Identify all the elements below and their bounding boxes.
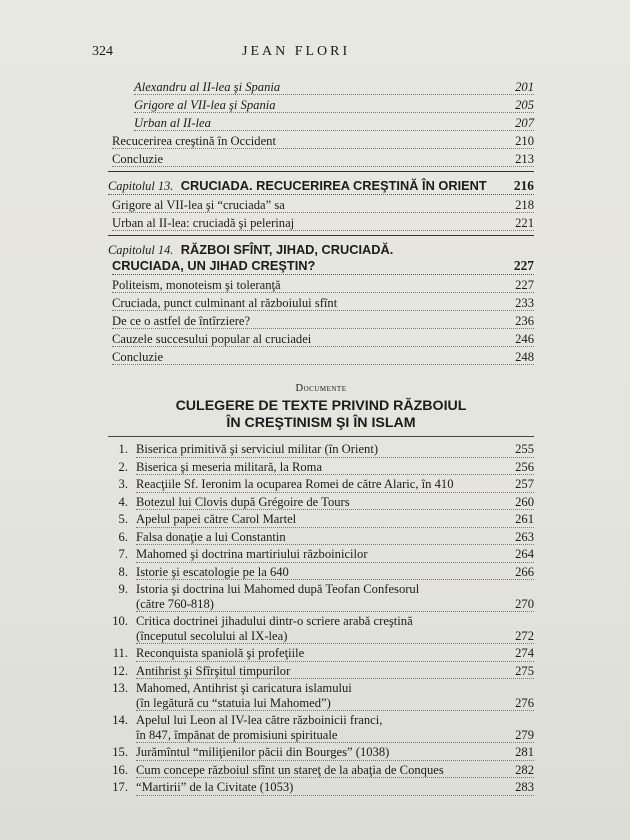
document-page: 281 <box>515 745 534 759</box>
document-body <box>136 530 534 546</box>
table-of-contents <box>108 80 534 798</box>
document-body <box>136 763 534 779</box>
document-title: Reacţiile Sf. Ieronim la ocuparea Romei de către Alaric, în 410 <box>136 477 454 491</box>
document-number: 13. <box>112 681 128 695</box>
document-item <box>108 614 534 644</box>
section-divider <box>108 235 534 236</box>
toc-entry-page: 233 <box>515 296 534 310</box>
document-title: “Martirii” de la Civitate (1053) <box>136 780 294 794</box>
document-title: Apelul lui Leon al IV-lea către războinicii franci, <box>136 713 383 727</box>
toc-entry-page: 236 <box>515 314 534 328</box>
document-title: Istoria şi doctrina lui Mahomed după Teofan Confesorul <box>136 582 420 596</box>
document-body <box>136 477 534 493</box>
document-title: Jurămîntul “miliţienilor păcii din Bourges” (1038) <box>136 745 390 759</box>
document-title: Biserica şi meseria militară, la Roma <box>136 459 323 474</box>
document-title: Biserica primitivă şi serviciul militar (în Orient) <box>136 442 379 456</box>
document-title: Antihrist şi Sfîrşitul timpurilor <box>136 663 291 678</box>
document-body <box>136 713 534 743</box>
document-page: 282 <box>515 762 534 777</box>
document-page: 276 <box>515 695 534 710</box>
chapter-page: 216 <box>513 178 534 193</box>
documents-title-line1: CULEGERE DE TEXTE PRIVIND RĂZBOIUL <box>175 398 467 414</box>
toc-entry <box>112 152 534 167</box>
document-page: 272 <box>515 628 534 643</box>
document-body <box>136 460 534 476</box>
document-title-cont: (în legătură cu “statuia lui Mahomed”) <box>136 695 331 710</box>
document-number: 11. <box>112 646 128 660</box>
documents-list <box>108 442 534 796</box>
document-page: 266 <box>515 564 534 579</box>
document-body <box>136 512 534 528</box>
documents-title-line2: ÎN CREŞTINISM ŞI ÎN ISLAM <box>226 415 416 431</box>
document-number: 14. <box>112 713 128 727</box>
document-title: Reconquista spaniolă şi profeţiile <box>136 646 305 660</box>
document-page: 256 <box>515 459 534 474</box>
document-item <box>108 582 534 612</box>
toc-entry <box>134 98 534 113</box>
document-title-cont: (către 760-818) <box>136 596 214 611</box>
toc-entry-page: 207 <box>515 116 534 130</box>
document-number: 8. <box>118 564 128 579</box>
toc-entry <box>112 332 534 347</box>
document-number: 5. <box>118 512 128 526</box>
document-title: Cum concepe războiul sfînt un stareţ de la abaţia de Conques <box>136 762 444 777</box>
toc-entry <box>112 350 534 365</box>
document-page: 279 <box>515 727 534 742</box>
chapter-title: CRUCIADA. RECUCERIREA CREŞTINĂ ÎN ORIENT <box>180 178 487 193</box>
toc-entry-title: Cauzele succesului popular al cruciadei <box>112 332 312 346</box>
toc-entry <box>112 134 534 149</box>
chapter-label: Capitolul 14. <box>108 243 174 257</box>
document-page: 270 <box>515 596 534 611</box>
toc-entry-title: Grigore al VII-lea şi “cruciada” sa <box>112 198 285 212</box>
document-page: 264 <box>515 547 534 561</box>
chapter-label: Capitolul 13. <box>108 179 174 193</box>
author-name: JEAN FLORI <box>242 44 351 59</box>
document-title: Apelul papei către Carol Martel <box>136 512 297 526</box>
toc-entry-page: 246 <box>515 332 534 346</box>
section-divider <box>108 171 534 172</box>
document-body <box>136 745 534 761</box>
running-head <box>92 44 538 64</box>
toc-entry-title: Concluzie <box>112 350 164 364</box>
toc-entry <box>134 116 534 131</box>
document-item <box>108 477 534 493</box>
document-title-cont: (începutul secolului al IX-lea) <box>136 628 288 643</box>
document-number: 2. <box>118 459 128 474</box>
document-page: 275 <box>515 663 534 678</box>
page-number: 324 <box>92 44 113 59</box>
document-page: 255 <box>515 442 534 456</box>
document-title: Critica doctrinei jihadului dintr-o scriere arabă creştină <box>136 614 413 628</box>
document-title: Istorie şi escatologie pe la 640 <box>136 564 289 579</box>
document-item <box>108 713 534 743</box>
document-page: 274 <box>515 646 534 660</box>
document-body <box>136 495 534 511</box>
document-body <box>136 780 534 796</box>
document-title: Botezul lui Clovis după Grégoire de Tours <box>136 494 350 509</box>
toc-entry-page: 227 <box>515 278 534 292</box>
toc-entry <box>112 278 534 293</box>
chapter-14-heading <box>108 242 534 258</box>
toc-entry-title: Urban al II-lea: cruciadă şi pelerinaj <box>112 216 295 230</box>
toc-entry-title: Politeism, monoteism şi toleranţă <box>112 278 281 292</box>
document-title-cont: în 847, împănat de promisiuni spirituale <box>136 727 338 742</box>
document-number: 4. <box>118 494 128 509</box>
toc-entry-title: Recucerirea creştină în Occident <box>112 134 276 148</box>
document-body <box>136 442 534 458</box>
toc-entry-page: 205 <box>515 98 534 112</box>
documents-divider <box>108 436 534 437</box>
document-page: 260 <box>515 494 534 509</box>
document-number: 10. <box>112 614 128 628</box>
documents-title <box>108 398 534 432</box>
toc-entry <box>112 198 534 213</box>
document-body <box>136 582 534 612</box>
toc-entry-title: Concluzie <box>112 152 164 166</box>
document-item <box>108 745 534 761</box>
document-body <box>136 614 534 644</box>
document-body <box>136 681 534 711</box>
document-page: 283 <box>515 780 534 794</box>
toc-entry <box>134 80 534 95</box>
document-page: 261 <box>515 512 534 526</box>
document-number: 16. <box>112 762 128 777</box>
toc-entry-page: 218 <box>515 198 534 212</box>
documents-label: Documente <box>295 383 347 394</box>
toc-entry-title: Urban al II-lea <box>134 116 211 130</box>
document-body <box>136 664 534 680</box>
document-item <box>108 495 534 511</box>
document-body <box>136 547 534 563</box>
document-item <box>108 681 534 711</box>
document-body <box>136 646 534 662</box>
document-item <box>108 512 534 528</box>
chapter-14-heading-cont <box>112 258 534 275</box>
document-title: Mahomed, Antihrist şi caricatura islamului <box>136 681 352 695</box>
document-number: 12. <box>112 663 128 678</box>
document-page: 257 <box>515 477 534 491</box>
document-title: Falsa donaţie a lui Constantin <box>136 529 286 544</box>
chapter-13-heading <box>108 178 534 195</box>
toc-entry-page: 221 <box>515 216 534 230</box>
toc-entry-page: 248 <box>515 350 534 364</box>
document-item <box>108 547 534 563</box>
document-body <box>136 565 534 581</box>
document-item <box>108 530 534 546</box>
document-item <box>108 780 534 796</box>
toc-entry-title: De ce o astfel de întîrziere? <box>112 314 251 328</box>
document-number: 7. <box>118 547 128 561</box>
document-item <box>108 442 534 458</box>
chapter-title-line2: CRUCIADA, UN JIHAD CREŞTIN? <box>112 258 316 273</box>
toc-entry-title: Alexandru al II-lea şi Spania <box>134 80 281 94</box>
document-number: 1. <box>118 442 128 456</box>
document-item <box>108 664 534 680</box>
document-number: 3. <box>118 477 128 491</box>
document-number: 9. <box>118 582 128 596</box>
chapter-title-line1: RĂZBOI SFÎNT, JIHAD, CRUCIADĂ. <box>180 242 394 257</box>
toc-entry <box>112 314 534 329</box>
document-title: Mahomed şi doctrina martiriului războinicilor <box>136 547 368 561</box>
document-number: 17. <box>112 780 128 794</box>
toc-entry <box>112 216 534 231</box>
toc-entry-page: 210 <box>515 134 534 148</box>
document-number: 6. <box>118 529 128 544</box>
toc-entry-page: 201 <box>515 80 534 94</box>
chapter-page: 227 <box>513 258 534 273</box>
document-number: 15. <box>112 745 128 759</box>
document-item <box>108 565 534 581</box>
toc-entry-title: Grigore al VII-lea şi Spania <box>134 98 276 112</box>
toc-entry <box>112 296 534 311</box>
toc-entry-page: 213 <box>515 152 534 166</box>
document-item <box>108 460 534 476</box>
toc-entry-title: Cruciada, punct culminant al războiului sfînt <box>112 296 338 310</box>
document-page: 263 <box>515 529 534 544</box>
document-item <box>108 646 534 662</box>
document-item <box>108 763 534 779</box>
